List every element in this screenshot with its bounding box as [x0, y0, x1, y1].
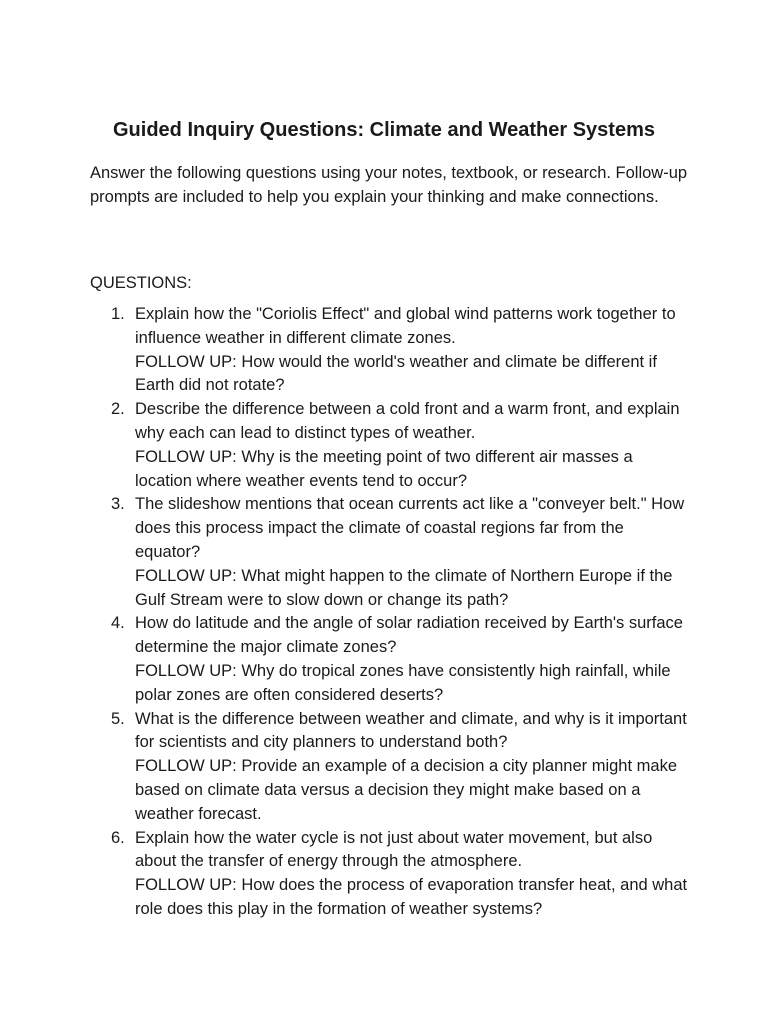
question-item-4 [90, 612, 690, 707]
question-number: 6. [111, 828, 125, 847]
follow-up-prompt: FOLLOW UP: What might happen to the climate of Northern Europe if the Gulf Stream were to slow down or change its path? [135, 566, 673, 609]
follow-up-prompt: FOLLOW UP: Why do tropical zones have consistently high rainfall, while polar zones are often considered deserts? [135, 661, 671, 704]
question-item-6 [90, 827, 690, 922]
question-text: How do latitude and the angle of solar radiation received by Earth's surface determine the major climate zones? [135, 614, 683, 657]
question-item-3 [90, 493, 690, 612]
question-number: 3. [111, 495, 125, 514]
question-number: 5. [111, 709, 125, 728]
question-text: Describe the difference between a cold front and a warm front, and explain why each can lead to distinct types of weather. [135, 400, 680, 442]
questions-heading: QUESTIONS: [90, 274, 192, 292]
follow-up-prompt: FOLLOW UP: Provide an example of a decision a city planner might make based on climate data versus a decision they might make based on a weather forecast. [135, 757, 677, 823]
question-item-2 [90, 398, 690, 493]
question-text: Explain how the "Coriolis Effect" and global wind patterns work together to influence weather in different climate zones. [135, 305, 676, 347]
question-list [90, 303, 690, 922]
follow-up-prompt: FOLLOW UP: How does the process of evaporation transfer heat, and what role does this play in the formation of weather systems? [135, 876, 688, 918]
question-text: Explain how the water cycle is not just about water movement, but also about the transfer of energy through the atmosphere. [135, 828, 653, 871]
question-number: 2. [111, 400, 125, 419]
question-number: 1. [111, 305, 125, 323]
question-text: What is the difference between weather and climate, and why is it important for scientists and city planners to understand both? [135, 709, 687, 752]
follow-up-prompt: FOLLOW UP: How would the world's weather and climate be different if Earth did not rotate? [135, 352, 657, 395]
follow-up-prompt: FOLLOW UP: Why is the meeting point of two different air masses a location where weather events tend to occur? [135, 447, 633, 490]
question-number: 4. [111, 614, 125, 633]
question-text: The slideshow mentions that ocean currents act like a "conveyer belt." How does this process impact the climate of coastal regions far from the equator? [135, 495, 685, 561]
question-item-5 [90, 708, 690, 827]
intro-paragraph: Answer the following questions using your notes, textbook, or research. Follow-up prompts are included to help you explain your thinking and make connections. [90, 164, 688, 206]
question-item-1 [90, 303, 690, 398]
page-title: Guided Inquiry Questions: Climate and Weather Systems [113, 119, 655, 141]
